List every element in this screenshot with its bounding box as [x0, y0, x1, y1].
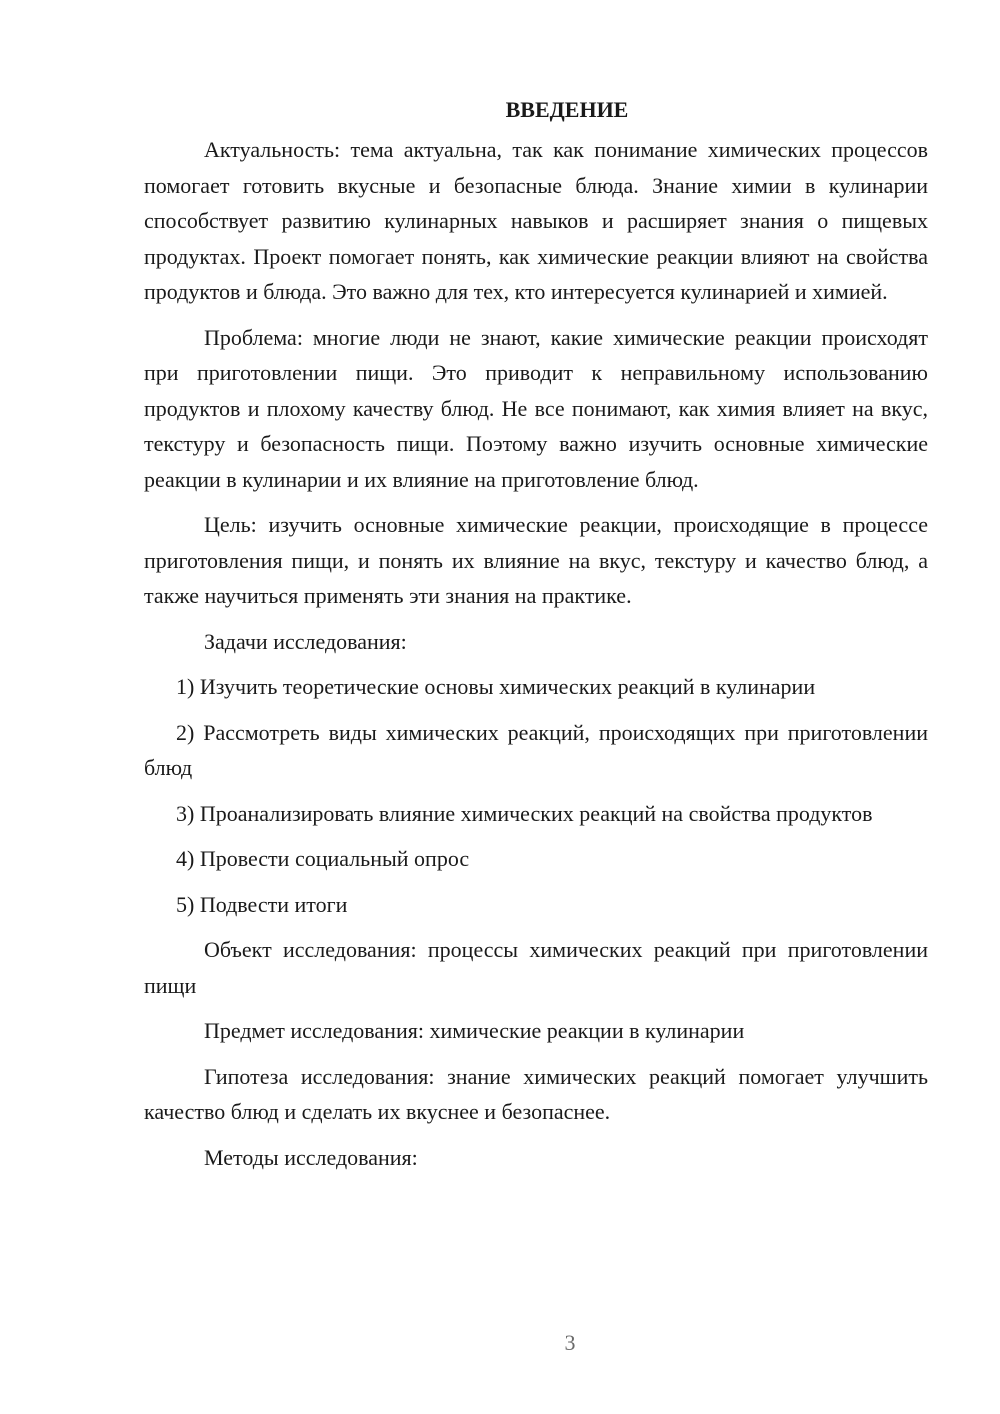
tasks-heading: Задачи исследования: — [204, 628, 407, 654]
problem-paragraph: Проблема: многие люди не знают, какие химические реакции происходят при приготовлении пищи. Это приводит к неправильному использованию продуктов и плохому качеству блюд. Не все понимают, как химия влияет на вкус, текстуру и безопасность пищи. Поэтому важно изучить основные химические реакции в кулинарии и их влияние на приготовление блюд. — [144, 324, 928, 492]
relevance-paragraph: Актуальность: тема актуальна, так как понимание химических процессов помогает готовить вкусные и безопасные блюда. Знание химии в кулинарии способствует развитию кулинарных навыков и расширяет знания о пищевых продуктах. Проект помогает понять, как химические реакции влияют на свойства продуктов и блюда. Это важно для тех, кто интересуется кулинарией и химией. — [144, 137, 928, 304]
task-item-3: 3) Проанализировать влияние химических реакций на свойства продуктов — [176, 800, 873, 826]
page-content — [144, 92, 928, 1185]
task-item-4: 4) Провести социальный опрос — [176, 846, 470, 871]
object-paragraph: Объект исследования: процессы химических реакций при приготовлении пищи — [144, 937, 928, 998]
methods-heading: Методы исследования: — [204, 1144, 418, 1170]
task-item-5: 5) Подвести итоги — [176, 891, 348, 917]
section-title: ВВЕДЕНИЕ — [505, 97, 629, 122]
hypothesis-paragraph: Гипотеза исследования: знание химических реакций помогает улучшить качество блюд и сделать их вкуснее и безопаснее. — [144, 1063, 928, 1124]
task-item-2: 2) Рассмотреть виды химических реакций, происходящих при приготовлении блюд — [144, 719, 928, 780]
subject-paragraph: Предмет исследования: химические реакции в кулинарии — [204, 1018, 745, 1043]
page-number: 3 — [564, 1330, 576, 1355]
goal-paragraph: Цель: изучить основные химические реакции, происходящие в процессе приготовления пищи, и понять их влияние на вкус, текстуру и качество блюд, а также научиться применять эти знания на практике. — [144, 512, 928, 608]
task-item-1: 1) Изучить теоретические основы химических реакций в кулинарии — [176, 674, 816, 699]
